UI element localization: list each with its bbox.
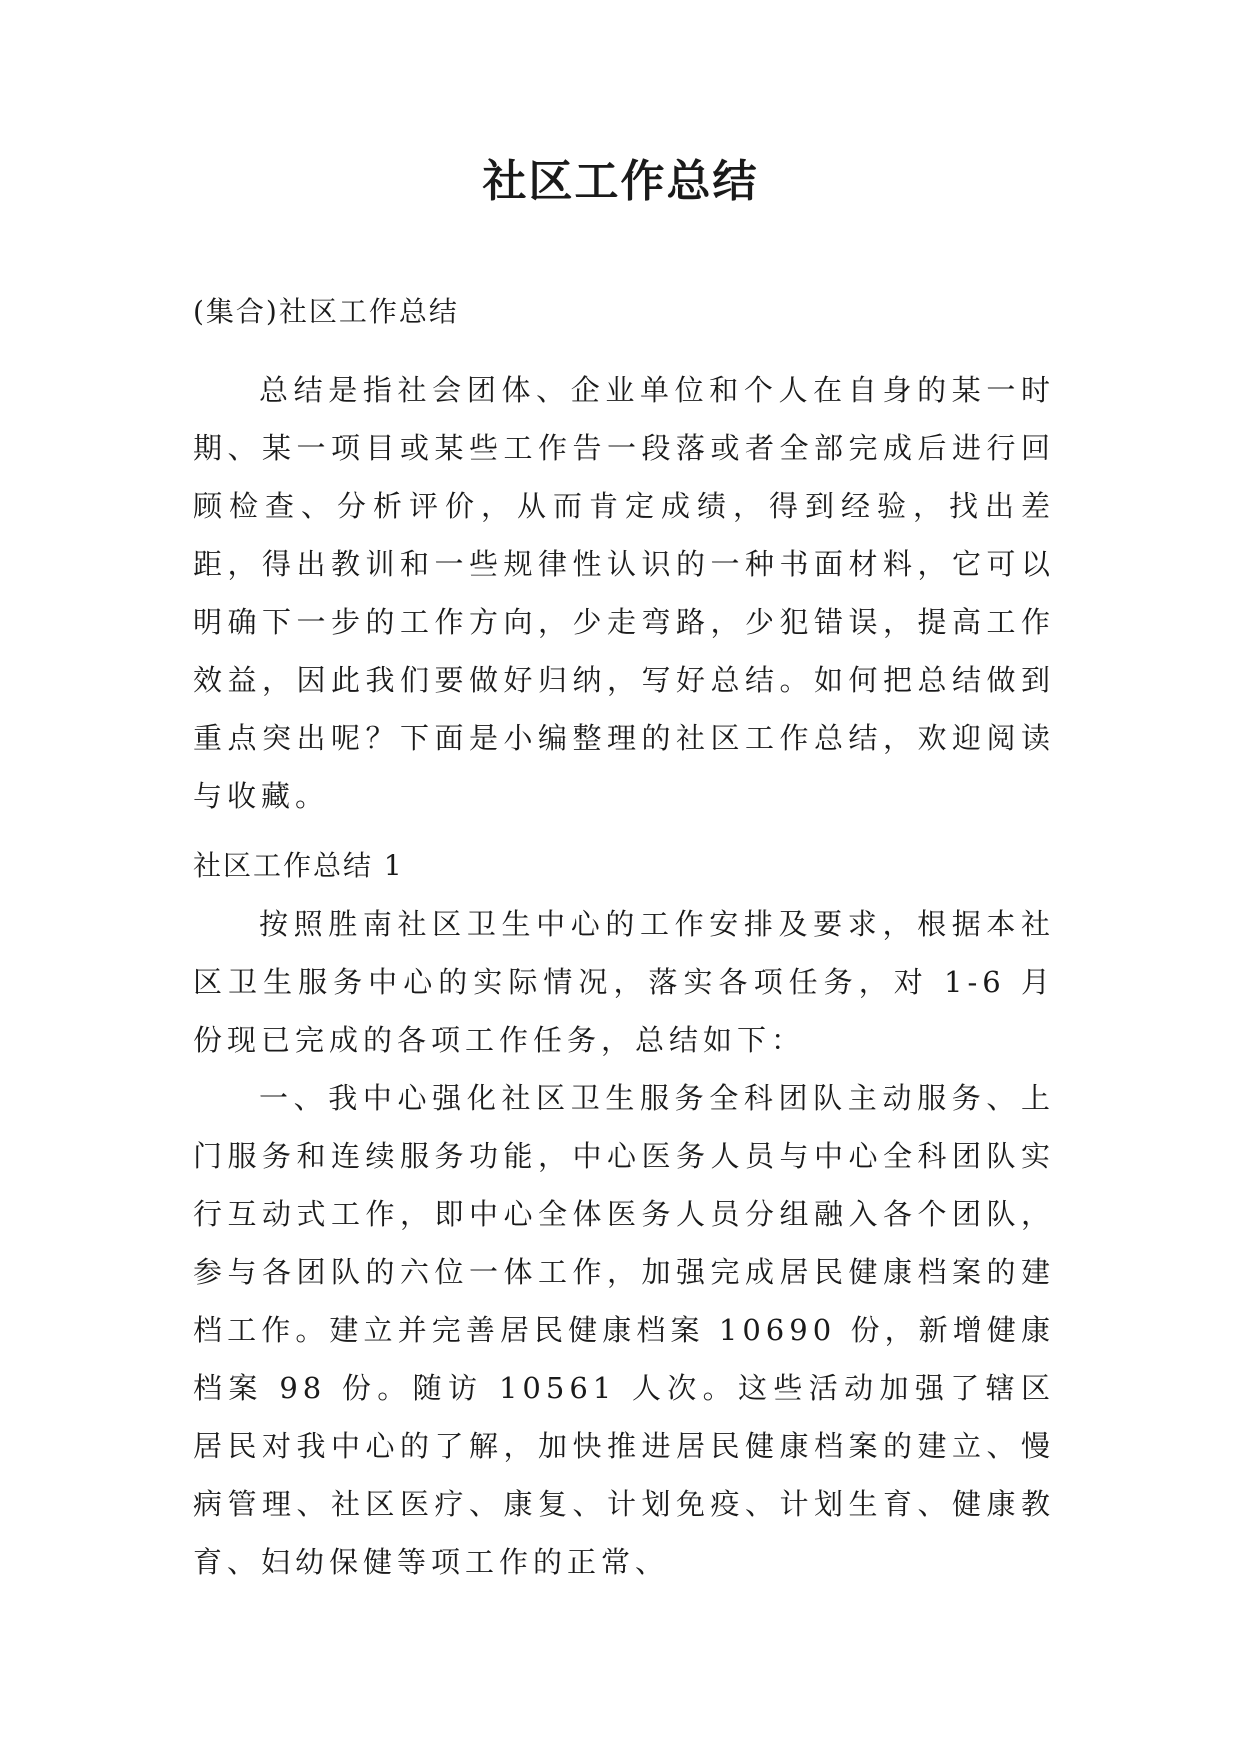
document-subtitle: (集合)社区工作总结 — [193, 295, 459, 328]
section-1-paragraph: 按照胜南社区卫生中心的工作安排及要求，根据本社区卫生服务中心的实际情况，落实各项任务，对 1-6 月份现已完成的各项工作任务，总结如下： — [193, 907, 1055, 1057]
intro-block — [193, 361, 1055, 825]
section-1 — [193, 837, 1055, 1591]
section-1-heading: 社区工作总结 1 — [193, 849, 404, 882]
intro-paragraph: 总结是指社会团体、企业单位和个人在自身的某一时期、某一项目或某些工作告一段落或者全部完成后进行回顾检查、分析评价，从而肯定成绩，得到经验，找出差距，得出教训和一些规律性认识的一种书面材料，它可以明确下一步的工作方向，少走弯路，少犯错误，提高工作效益，因此我们要做好归纳，写好总结。如何把总结做到重点突出呢？下面是小编整理的社区工作总结，欢迎阅读与收藏。 — [193, 373, 1055, 813]
document-title: 社区工作总结 — [482, 156, 759, 207]
section-1-paragraph: 一、我中心强化社区卫生服务全科团队主动服务、上门服务和连续服务功能，中心医务人员与中心全科团队实行互动式工作，即中心全体医务人员分组融入各个团队，参与各团队的六位一体工作，加强完成居民健康档案的建档工作。建立并完善居民健康档案 10690 份，新增健康档案 98 份。随访 10561 人次。这些活动加强了辖区居民对我中心的了解，加快推进居民健康档案的建立、慢病管理、社区医疗、康复、计划免疫、计划生育、健康教育、妇幼保健等项工作的正常、 — [193, 1081, 1055, 1579]
